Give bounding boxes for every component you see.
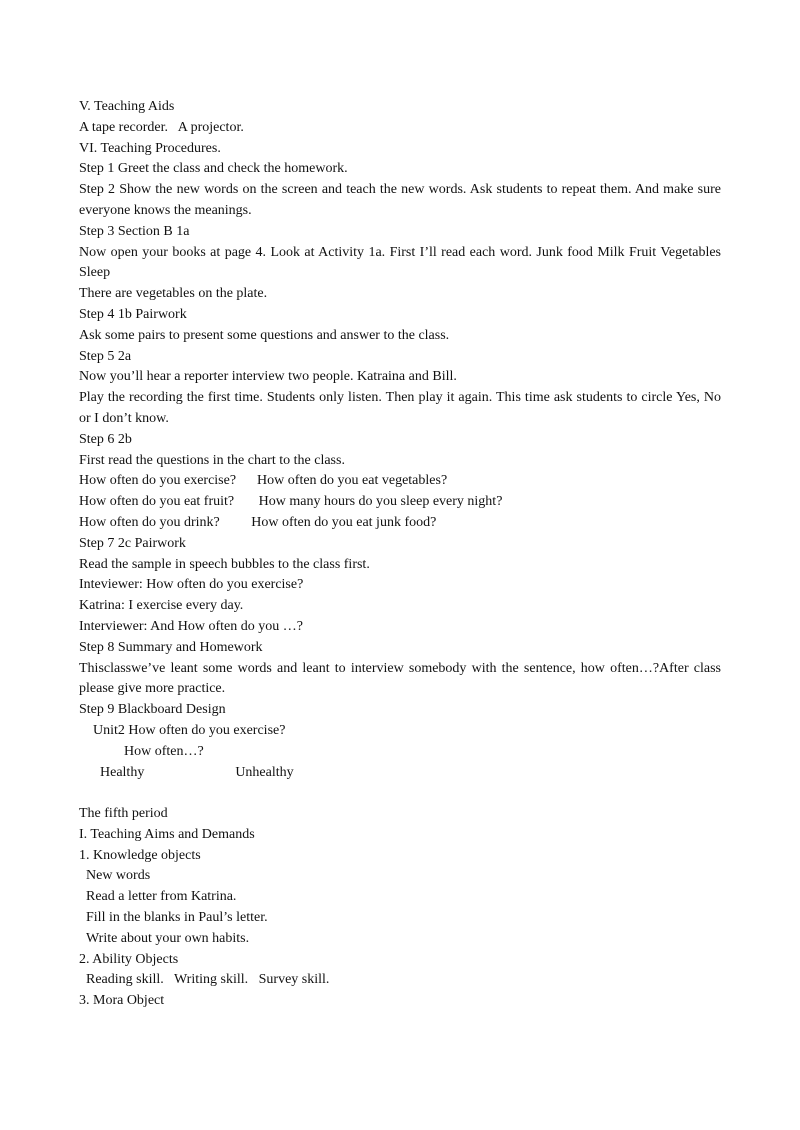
question-line: How often do you eat fruit? How many hours do you sleep every night?: [79, 494, 503, 510]
question-line: How often do you exercise? How often do you eat vegetables?: [79, 473, 448, 489]
text-paragraph: Play the recording the first time. Students only listen. Then play it again. This time ask students to circle Yes, No or I don’t know.: [79, 390, 721, 426]
step-heading: Step 1 Greet the class and check the homework.: [79, 161, 348, 177]
blackboard-subtitle: How often…?: [124, 743, 204, 759]
document-page: [79, 97, 721, 1012]
blackboard-title: Unit2 How often do you exercise?: [93, 722, 286, 738]
text-line: There are vegetables on the plate.: [79, 286, 268, 302]
text-line: A tape recorder. A projector.: [79, 119, 244, 135]
subsection-heading: 1. Knowledge objects: [79, 847, 201, 863]
dialogue-line: Inteviewer: How often do you exercise?: [79, 577, 304, 593]
list-item: Fill in the blanks in Paul’s letter.: [86, 910, 268, 926]
step-heading: Step 5 2a: [79, 348, 132, 364]
step-paragraph: Step 2 Show the new words on the screen and teach the new words. Ask students to repeat them. And make sure everyone knows the meanings.: [79, 182, 721, 218]
subsection-heading: 2. Ability Objects: [79, 951, 179, 967]
step-heading: Step 3 Section B 1a: [79, 223, 190, 239]
step-heading: Step 9 Blackboard Design: [79, 702, 226, 718]
step-heading: Step 6 2b: [79, 431, 132, 447]
period-heading: The fifth period: [79, 806, 168, 822]
blackboard-columns: Healthy Unhealthy: [100, 764, 294, 780]
step-heading: Step 7 2c Pairwork: [79, 535, 186, 551]
text-line: Read the sample in speech bubbles to the class first.: [79, 556, 370, 572]
text-line: First read the questions in the chart to the class.: [79, 452, 345, 468]
section-heading: VI. Teaching Procedures.: [79, 140, 221, 156]
blank-line: [79, 783, 721, 804]
subsection-heading: 3. Mora Object: [79, 993, 165, 1009]
step-heading: Step 8 Summary and Homework: [79, 639, 263, 655]
question-line: How often do you drink? How often do you eat junk food?: [79, 514, 437, 530]
list-item: Reading skill. Writing skill. Survey skill.: [86, 972, 330, 988]
step-heading: Step 4 1b Pairwork: [79, 306, 187, 322]
text-paragraph: Thisclasswe’ve leant some words and leant to interview somebody with the sentence, how often…?After class please give more practice.: [79, 660, 721, 697]
text-line: Now you’ll hear a reporter interview two people. Katraina and Bill.: [79, 369, 457, 385]
dialogue-line: Interviewer: And How often do you …?: [79, 618, 303, 634]
section-heading: I. Teaching Aims and Demands: [79, 826, 255, 842]
text-line: Ask some pairs to present some questions and answer to the class.: [79, 327, 450, 343]
text-paragraph: Now open your books at page 4. Look at Activity 1a. First I’ll read each word. Junk food Milk Fruit Vegetables Sleep: [79, 244, 721, 281]
list-item: Write about your own habits.: [86, 930, 250, 946]
list-item: New words: [86, 868, 151, 884]
dialogue-line: Katrina: I exercise every day.: [79, 598, 244, 614]
list-item: Read a letter from Katrina.: [86, 889, 237, 905]
section-heading: V. Teaching Aids: [79, 99, 175, 114]
